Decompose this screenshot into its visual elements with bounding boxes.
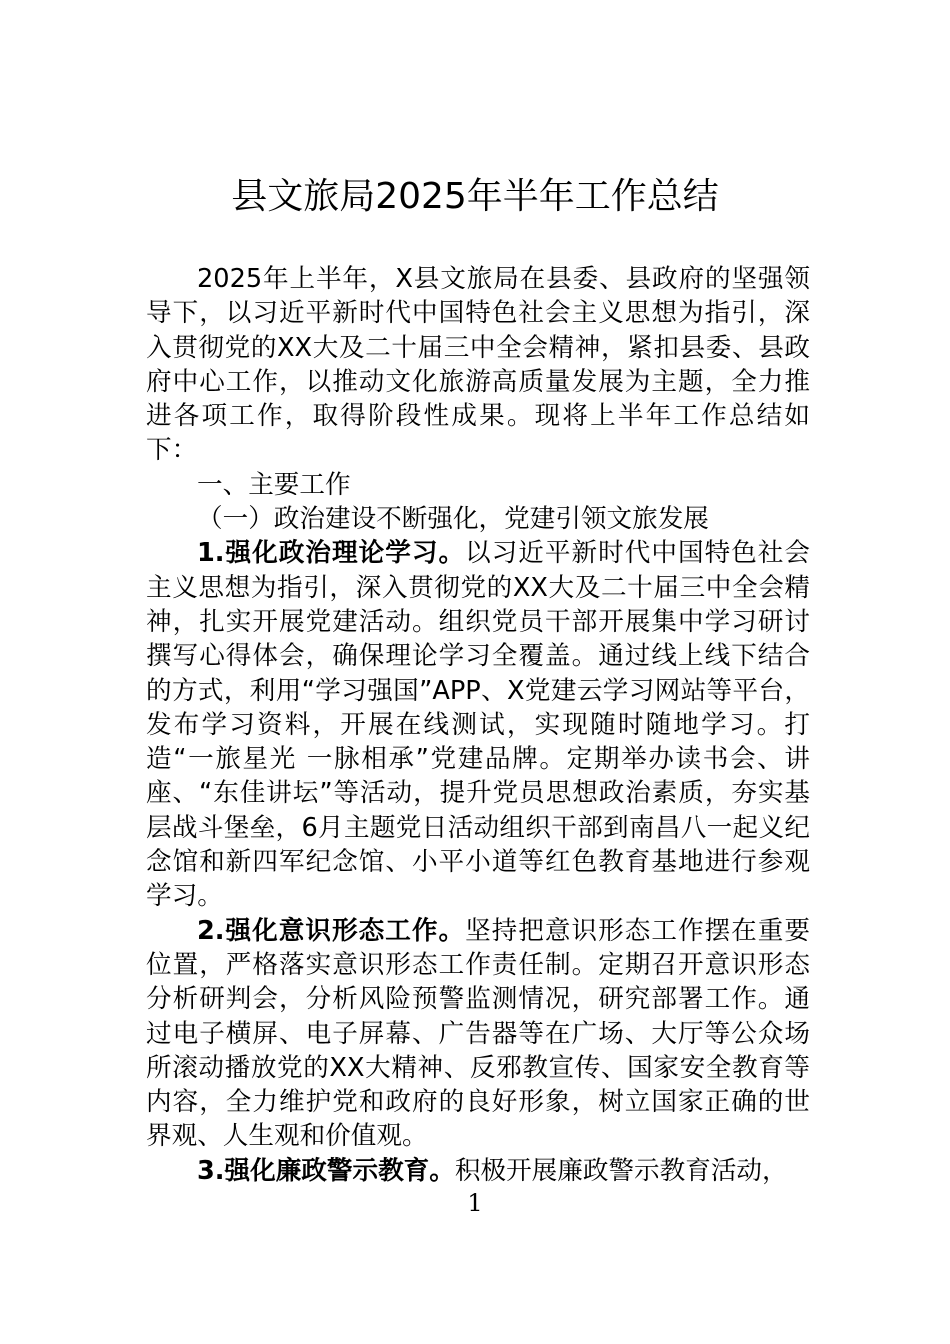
intro-paragraph: 2025年上半年，X县文旅局在县委、县政府的坚强领导下，以习近平新时代中国特色社会主义思想为指引，深入贯彻党的XX大及二十届三中全会精神，紧扣县委、县政府中心工作，以推动文化旅游高质量发展为主题，全力推进各项工作，取得阶段性成果。现将上半年工作总结如下： [146,264,810,466]
document-title: 县文旅局2025年半年工作总结 [231,176,719,217]
item-paragraph-ideology-work [146,914,810,1154]
item-text-ideology-work: 坚持把意识形态工作摆在重要位置，严格落实意识形态工作责任制。定期召开意识形态分析研判会，分析风险预警监测情况，研究部署工作。通过电子横屏、电子屏幕、广告器等在广场、大厅等公众场所滚动播放党的XX大精神、反邪教宣传、国家安全教育等内容，全力维护党和政府的良好形象，树立国家正确的世界观、人生观和价值观。 [146,915,810,1152]
item-lead-integrity-education: 3.强化廉政警示教育。 [197,1155,455,1186]
item-lead-theory-study: 1.强化政治理论学习。 [197,538,466,569]
section-heading-main-work: 一、主要工作 [197,469,351,500]
page-number: 1 [467,1189,483,1217]
item-lead-ideology-work: 2.强化意识形态工作。 [197,915,466,946]
item-paragraph-theory-study [146,536,810,913]
document-body [146,262,810,1188]
subsection-heading-political-building: （一）政治建设不断强化，党建引领文旅发展 [197,504,709,535]
item-paragraph-integrity-education [146,1154,810,1188]
item-text-theory-study: 以习近平新时代中国特色社会主义思想为指引，深入贯彻党的XX大及二十届三中全会精神，扎实开展党建活动。组织党员干部开展集中学习研讨撰写心得体会，确保理论学习全覆盖。通过线上线下结合的方式，利用“学习强国”APP、X党建云学习网站等平台，发布学习资料，开展在线测试，实现随时随地学习。打造“一旅星光 一脉相承”党建品牌。定期举办读书会、讲座、“东佳讲坛”等活动，提升党员思想政治素质，夯实基层战斗堡垒，6月主题党日活动组织干部到南昌八一起义纪念馆和新四军纪念馆、小平小道等红色教育基地进行参观学习。 [146,538,810,912]
item-text-integrity-education: 积极开展廉政警示教育活动， [454,1155,788,1186]
